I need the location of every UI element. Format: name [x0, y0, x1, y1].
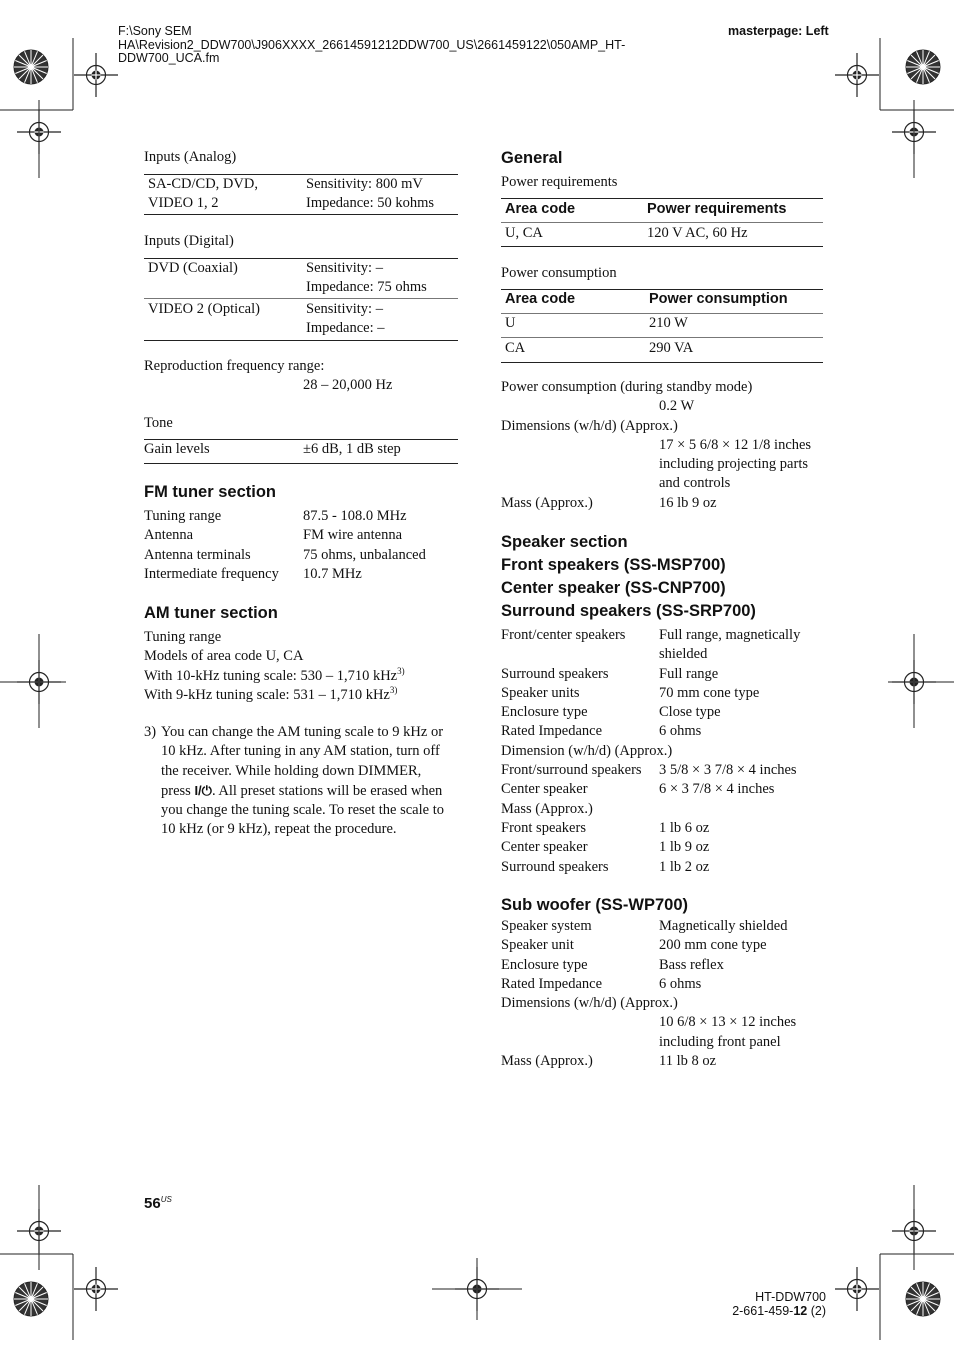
am-line: Models of area code U, CA: [144, 648, 304, 665]
footnote-ref: 3): [397, 665, 405, 676]
general-spec-list: [501, 378, 831, 513]
power-req-header-value: Power requirements: [647, 201, 787, 217]
dimensions-value: [501, 436, 831, 494]
value-line: Impedance: –: [306, 320, 385, 337]
spec-value: [659, 956, 724, 975]
power-cons-row2-value: 290 VA: [649, 340, 694, 356]
spec-value-line: Bass reflex: [659, 956, 724, 973]
footnote-number: 3): [144, 724, 157, 740]
spec-row: [144, 507, 464, 526]
spec-value: [659, 917, 787, 936]
fm-spec-list: [144, 507, 464, 584]
spec-row: [501, 917, 831, 936]
label-line: VIDEO 1, 2: [148, 195, 219, 212]
standby-value: 0.2 W: [659, 398, 695, 415]
spec-label: Antenna: [144, 527, 194, 544]
am-line: [144, 686, 405, 705]
am-scale-9k: With 9-kHz tuning scale: 531 – 1,710 kHz: [144, 686, 390, 703]
dimensions-line: and controls: [659, 475, 731, 492]
spec-label: Dimensions (w/h/d) (Approx.): [501, 995, 678, 1012]
tone-value: ±6 dB, 1 dB step: [303, 441, 401, 457]
file-path-line: HA\Revision2_DDW700\J906XXXX_26614591212DDW700_US\2661459122\050AMP_HT-: [118, 37, 626, 52]
am-spec-list: [144, 628, 405, 705]
speaker-section-title: Speaker section: [501, 533, 628, 551]
spec-value: [659, 975, 701, 994]
value-line: Sensitivity: –: [306, 260, 383, 276]
spec-row: [501, 722, 831, 741]
spec-row: [501, 800, 831, 819]
spec-label: Rated Impedance: [501, 723, 603, 740]
spec-value: [659, 780, 774, 799]
power-req-row-value: 120 V AC, 60 Hz: [647, 225, 748, 241]
surround-speakers-title: Surround speakers (SS-SRP700): [501, 602, 756, 620]
spec-label: Mass (Approx.): [501, 800, 593, 817]
spec-value: 75 ohms, unbalanced: [303, 546, 426, 563]
spec-row: [501, 858, 831, 877]
spec-value: 87.5 - 108.0 MHz: [303, 508, 407, 524]
fm-section-title: FM tuner section: [144, 483, 277, 501]
spec-value-line: shielded: [659, 646, 708, 663]
spec-row: [501, 742, 831, 761]
page-number: [144, 1195, 172, 1212]
spec-value: [659, 1052, 716, 1071]
value-line: Sensitivity: –: [306, 301, 383, 317]
spec-label: Rated Impedance: [501, 975, 603, 992]
spec-value: [659, 1013, 796, 1052]
spec-value-line: 3 5/8 × 3 7/8 × 4 inches: [659, 762, 797, 779]
inputs-digital-row1-label: DVD (Coaxial): [148, 260, 238, 276]
spec-value: [659, 703, 721, 722]
spec-row: [501, 1013, 831, 1052]
spec-row: [501, 761, 831, 780]
inputs-analog-value: [306, 175, 434, 214]
general-title: General: [501, 149, 563, 167]
footnote-line: 10 kHz (or 9 kHz), repeat the procedure.: [161, 821, 397, 838]
spec-label: Tuning range: [144, 508, 222, 524]
part-number: [700, 1304, 826, 1318]
part-number-revision: 12: [793, 1304, 808, 1318]
inputs-digital-row2-value: [306, 300, 385, 339]
spec-label: Front/surround speakers: [501, 762, 642, 779]
spec-value-line: Full range, magnetically: [659, 627, 801, 643]
spec-value-line: Full range: [659, 665, 719, 682]
spec-value: [659, 761, 797, 780]
footnote: [144, 723, 466, 840]
spec-value: FM wire antenna: [303, 527, 403, 544]
footnote-line: [161, 781, 466, 801]
power-cons-header-value: Power consumption: [649, 291, 788, 307]
mass-row: [501, 494, 831, 513]
spec-label: Surround speakers: [501, 858, 609, 875]
reproduction-value: 28 – 20,000 Hz: [303, 377, 393, 393]
spec-value-line: 6 × 3 7/8 × 4 inches: [659, 781, 775, 798]
footnote-text: . All preset stations will be erased when: [211, 782, 443, 799]
footnote-line: you change the tuning scale. To reset the scale to: [161, 802, 444, 819]
spec-label: Intermediate frequency: [144, 565, 279, 582]
spec-value-line: Close type: [659, 704, 721, 721]
value-line: Impedance: 75 ohms: [306, 279, 427, 296]
inputs-digital-row1-value: [306, 259, 427, 298]
file-path-line: DDW700_UCA.fm: [118, 51, 220, 65]
power-req-row-area: U, CA: [505, 225, 543, 241]
inputs-digital-row2-label: VIDEO 2 (Optical): [148, 301, 260, 317]
spec-row: [501, 684, 831, 703]
front-speakers-title: Front speakers (SS-MSP700): [501, 556, 726, 574]
value-line: Impedance: 50 kohms: [306, 195, 435, 212]
power-req-header-area: Area code: [505, 201, 576, 217]
spec-label: Speaker unit: [501, 937, 574, 954]
spec-row: [501, 956, 831, 975]
page-number-suffix: US: [160, 1195, 172, 1204]
mass-value: 16 lb 9 oz: [659, 494, 717, 511]
spec-label: Mass (Approx.): [501, 1053, 593, 1070]
am-line: [144, 667, 405, 686]
center-speaker-title: Center speaker (SS-CNP700): [501, 579, 726, 597]
footnote-line: the receiver. While holding down DIMMER,: [161, 762, 422, 779]
spec-row: [501, 936, 831, 955]
spec-label: Surround speakers: [501, 665, 609, 682]
standby-label: Power consumption (during standby mode): [501, 379, 753, 395]
spec-row: [144, 565, 464, 584]
spec-value-line: 200 mm cone type: [659, 937, 767, 954]
spec-value: [659, 722, 701, 741]
spec-row: [501, 975, 831, 994]
power-cons-row2-area: CA: [505, 340, 526, 356]
sub-woofer-spec-list: [501, 917, 831, 1071]
power-cons-row1-value: 210 W: [649, 315, 688, 331]
footnote-line: You can change the AM tuning scale to 9 kHz or: [161, 724, 444, 740]
spec-row: [501, 703, 831, 722]
part-number-suffix: (2): [807, 1304, 826, 1318]
tone-caption: Tone: [144, 415, 173, 431]
spec-value: [659, 626, 800, 665]
tone-label: Gain levels: [144, 441, 210, 457]
reproduction-label: Reproduction frequency range:: [144, 358, 325, 374]
spec-value-line: 6 ohms: [659, 975, 702, 992]
spec-label: Front/center speakers: [501, 627, 626, 643]
spec-row: [144, 526, 464, 545]
spec-value-line: 6 ohms: [659, 723, 702, 740]
model-name: HT-DDW700: [755, 1290, 826, 1304]
spec-value: [659, 858, 709, 877]
am-scale-10k: With 10-kHz tuning scale: 530 – 1,710 kHz: [144, 667, 398, 684]
spec-label: Front speakers: [501, 819, 586, 836]
inputs-analog-caption: Inputs (Analog): [144, 149, 237, 165]
spec-row: [144, 546, 464, 565]
spec-row: [501, 994, 831, 1013]
am-line: Tuning range: [144, 629, 222, 645]
power-cons-header-area: Area code: [505, 291, 576, 307]
spec-value-line: 1 lb 2 oz: [659, 858, 710, 875]
inputs-digital-caption: Inputs (Digital): [144, 233, 234, 249]
dimensions-line: including projecting parts: [659, 456, 808, 473]
power-req-caption: Power requirements: [501, 174, 618, 190]
footnote-line: 10 kHz. After tuning in any AM station, turn off: [161, 743, 440, 760]
spec-value-line: 11 lb 8 oz: [659, 1053, 717, 1070]
spec-value-line: including front panel: [659, 1033, 781, 1050]
spec-value: [659, 684, 759, 703]
spec-value: [659, 665, 718, 684]
label-line: SA-CD/CD, DVD,: [148, 176, 258, 192]
sub-woofer-title: Sub woofer (SS-WP700): [501, 896, 689, 914]
file-path: [118, 25, 625, 66]
dimensions-line: 17 × 5 6/8 × 12 1/8 inches: [659, 436, 812, 453]
inputs-analog-label: [148, 175, 258, 214]
spec-row: [501, 819, 831, 838]
spec-value-line: 10 6/8 × 13 × 12 inches: [659, 1014, 797, 1031]
page-number-value: 56: [144, 1195, 161, 1212]
spec-row: [501, 665, 831, 684]
footnote-ref: 3): [389, 684, 398, 695]
spec-label: Dimension (w/h/d) (Approx.): [501, 742, 673, 759]
spec-label: Enclosure type: [501, 956, 588, 973]
mass-label: Mass (Approx.): [501, 494, 593, 511]
spec-row: [501, 626, 831, 665]
spec-row: [501, 780, 831, 799]
spec-row: [501, 838, 831, 857]
spec-value-line: Magnetically shielded: [659, 918, 788, 934]
spec-label: Center speaker: [501, 781, 588, 798]
spec-label: Speaker units: [501, 684, 580, 701]
masterpage-label: masterpage: Left: [728, 24, 829, 38]
power-icon: I/⏻: [194, 782, 212, 798]
spec-value: [659, 819, 709, 838]
spec-value: [659, 936, 767, 955]
spec-label: Antenna terminals: [144, 546, 251, 563]
spec-label: Center speaker: [501, 839, 588, 856]
speaker-spec-list: [501, 626, 831, 877]
value-line: Sensitivity: 800 mV: [306, 176, 423, 192]
spec-value-line: 1 lb 9 oz: [659, 839, 710, 856]
spec-row: [501, 1052, 831, 1071]
part-number-prefix: 2-661-459-: [732, 1304, 794, 1318]
spec-value-line: 70 mm cone type: [659, 684, 760, 701]
spec-value-line: 1 lb 6 oz: [659, 819, 710, 836]
spec-value: 10.7 MHz: [303, 565, 362, 582]
dimensions-label: Dimensions (w/h/d) (Approx.): [501, 417, 678, 434]
speaker-section-titles: [501, 531, 756, 623]
spec-value: [659, 838, 709, 857]
footnote-text: press: [161, 782, 191, 799]
am-section-title: AM tuner section: [144, 604, 278, 622]
spec-label: Speaker system: [501, 918, 592, 934]
file-path-line: F:\Sony SEM: [118, 24, 192, 38]
power-cons-caption: Power consumption: [501, 265, 617, 281]
spec-label: Enclosure type: [501, 704, 588, 721]
model-code: [700, 1290, 826, 1318]
power-cons-row1-area: U: [505, 315, 516, 331]
